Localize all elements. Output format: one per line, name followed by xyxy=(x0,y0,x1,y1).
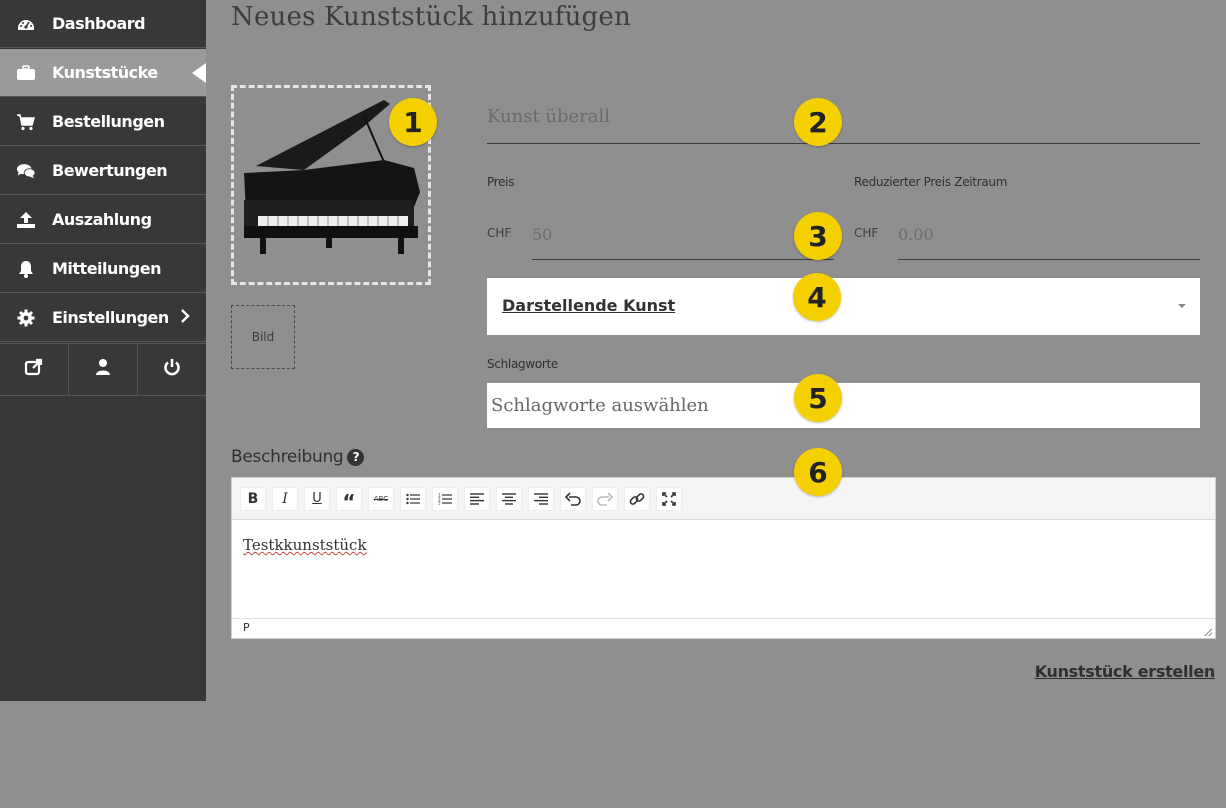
category-select[interactable] xyxy=(487,278,1200,335)
quote-button[interactable] xyxy=(336,487,362,514)
profile-button[interactable] xyxy=(69,344,138,395)
align-right-button[interactable] xyxy=(528,487,554,511)
sidebar-item-label: Mitteilungen xyxy=(52,259,161,278)
underline-icon: U xyxy=(312,491,322,506)
svg-text:1: 1 xyxy=(438,492,441,497)
reduced-price-input[interactable] xyxy=(898,210,1200,260)
annotation-badge: 3 xyxy=(794,212,842,260)
external-link-icon xyxy=(24,358,44,381)
fullscreen-button[interactable] xyxy=(656,487,682,511)
align-right-icon xyxy=(534,493,548,505)
title-input[interactable] xyxy=(487,90,1200,144)
description-textarea[interactable] xyxy=(232,520,1215,618)
add-image-label: Bild xyxy=(251,330,275,344)
annotation-badge: 6 xyxy=(794,448,842,496)
italic-button[interactable] xyxy=(272,487,298,511)
sidebar-item-label: Kunststücke xyxy=(52,63,158,82)
description-text: Testkkunststück xyxy=(243,536,367,554)
upload-icon xyxy=(16,210,36,230)
sidebar-item-label: Dashboard xyxy=(52,14,146,33)
add-image-button[interactable] xyxy=(231,305,295,369)
undo-icon xyxy=(565,492,581,506)
italic-icon: I xyxy=(282,490,288,507)
strikethrough-button[interactable] xyxy=(368,487,394,511)
sidebar-item-label: Einstellungen xyxy=(52,308,169,327)
redo-icon xyxy=(597,492,613,506)
gear-icon xyxy=(16,308,36,328)
tags-label: Schlagworte xyxy=(487,357,559,371)
redo-button[interactable] xyxy=(592,487,618,511)
sidebar-item-label: Bewertungen xyxy=(52,161,168,180)
sidebar xyxy=(0,0,206,701)
numbered-list-button[interactable] xyxy=(432,487,458,511)
bullet-list-icon xyxy=(406,493,420,505)
chevron-right-icon xyxy=(180,308,190,328)
rich-text-editor xyxy=(231,477,1216,639)
underline-button[interactable] xyxy=(304,487,330,511)
align-left-button[interactable] xyxy=(464,487,490,511)
sidebar-item-label: Auszahlung xyxy=(52,210,152,229)
dashboard-icon xyxy=(16,14,36,34)
bullet-list-button[interactable] xyxy=(400,487,426,511)
price-currency: CHF xyxy=(487,226,512,240)
annotation-badge: 5 xyxy=(794,374,842,422)
create-artwork-button[interactable]: Kunststück erstellen xyxy=(1034,662,1215,681)
sidebar-item-bewertungen[interactable] xyxy=(0,147,206,195)
sidebar-item-kunststuecke[interactable] xyxy=(0,49,206,97)
description-label-text: Beschreibung xyxy=(231,447,344,467)
page-title: Neues Kunststück hinzufügen xyxy=(231,2,631,32)
annotation-badge: 1 xyxy=(389,98,437,146)
annotation-badge: 4 xyxy=(793,273,841,321)
caret-down-icon xyxy=(1178,304,1186,308)
quote-icon: “ xyxy=(342,489,356,514)
comments-icon xyxy=(16,161,36,181)
bold-button[interactable] xyxy=(240,487,266,511)
sidebar-item-mitteilungen[interactable] xyxy=(0,245,206,293)
help-icon[interactable]: ? xyxy=(347,449,364,466)
category-value: Darstellende Kunst xyxy=(502,296,676,315)
strikethrough-icon: ABC xyxy=(373,494,389,503)
briefcase-icon xyxy=(16,63,36,83)
description-label xyxy=(231,447,364,467)
editor-toolbar xyxy=(232,478,1215,520)
editor-statusbar xyxy=(232,618,1215,639)
link-icon xyxy=(629,491,645,507)
element-path: P xyxy=(243,621,250,634)
user-icon xyxy=(95,358,111,381)
annotation-badge: 2 xyxy=(794,98,842,146)
cart-icon xyxy=(16,112,36,132)
sidebar-item-label: Bestellungen xyxy=(52,112,165,131)
undo-button[interactable] xyxy=(560,487,586,511)
reduced-price-label: Reduzierter Preis Zeitraum xyxy=(854,175,1008,189)
link-button[interactable] xyxy=(624,487,650,511)
fullscreen-icon xyxy=(662,492,676,506)
svg-text:2: 2 xyxy=(438,496,441,501)
bell-icon xyxy=(16,259,36,279)
sidebar-item-auszahlung[interactable] xyxy=(0,196,206,244)
reduced-price-currency: CHF xyxy=(854,226,879,240)
bold-icon: B xyxy=(247,490,259,507)
resize-handle-icon[interactable] xyxy=(1204,628,1212,636)
numbered-list-icon xyxy=(438,493,452,505)
align-center-icon xyxy=(502,493,516,505)
sidebar-bottom-actions xyxy=(0,343,206,396)
align-left-icon xyxy=(470,493,484,505)
sidebar-item-dashboard[interactable] xyxy=(0,0,206,48)
sidebar-item-einstellungen[interactable] xyxy=(0,294,206,342)
external-link-button[interactable] xyxy=(0,344,69,395)
price-label: Preis xyxy=(487,175,515,189)
tags-input[interactable] xyxy=(487,383,1200,428)
align-center-button[interactable] xyxy=(496,487,522,511)
price-input[interactable] xyxy=(532,210,834,260)
power-icon xyxy=(163,358,181,381)
sidebar-item-bestellungen[interactable] xyxy=(0,98,206,146)
svg-text:3: 3 xyxy=(438,500,441,505)
logout-button[interactable] xyxy=(138,344,206,395)
